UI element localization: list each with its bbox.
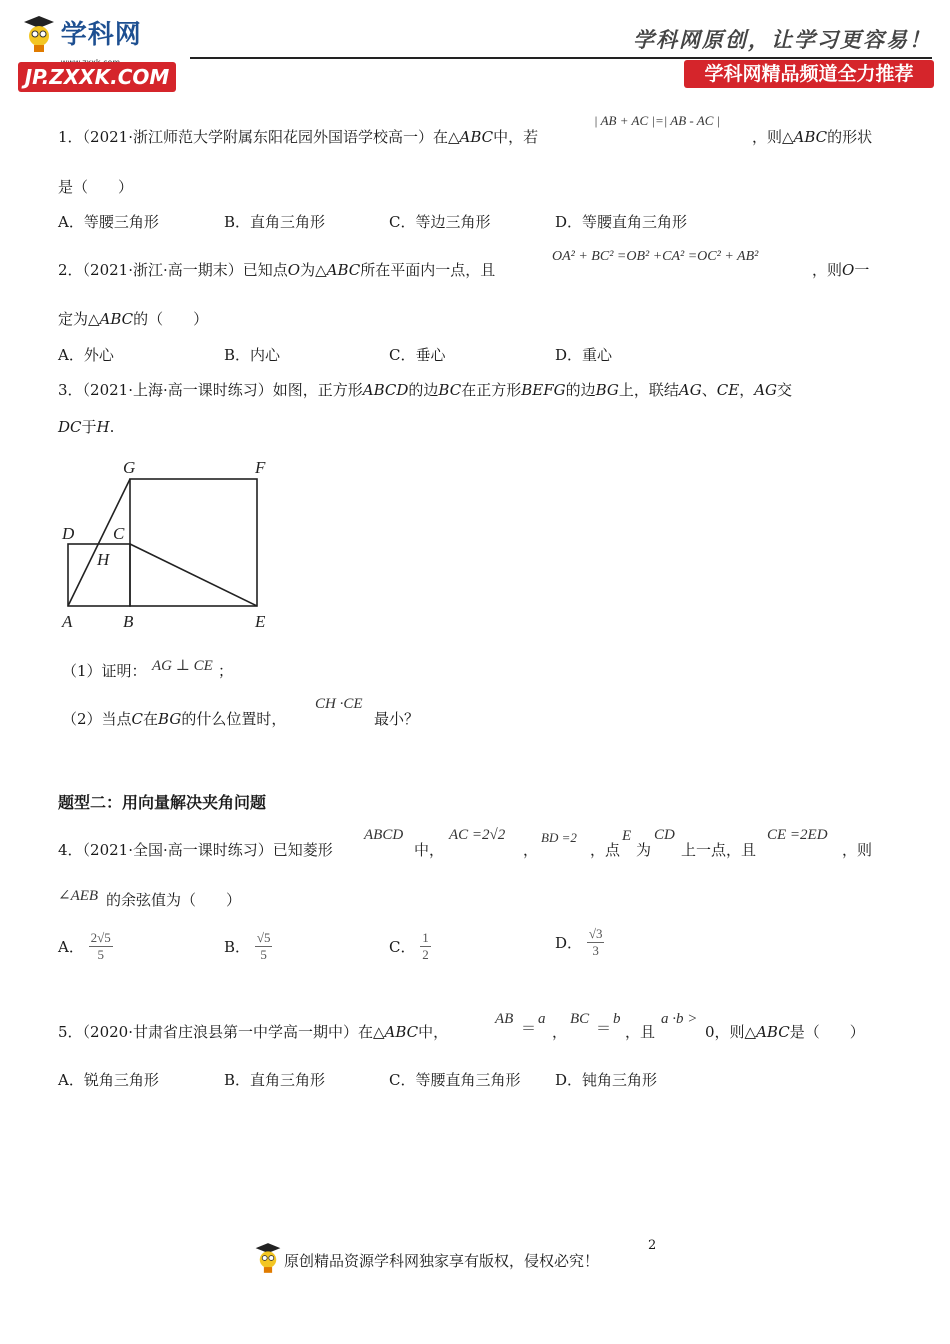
q3-part2 [62,708,286,729]
q1-option-c[interactable]: C．等边三角形 [389,213,491,231]
q2-o-2: O [842,261,855,279]
label-f: F [255,458,266,477]
logo-name: 学科网 [60,20,142,50]
q2-option-d[interactable]: D．重心 [555,346,613,364]
frac-num: 1 [422,930,429,945]
q2-end-text-2: 一 [854,261,870,279]
q2-mid: 为△ [300,261,327,279]
q5-option-b[interactable]: B．直角三角形 [224,1071,326,1089]
footer-copyright: 原创精品资源学科网独家享有版权，侵权必究！ [284,1252,600,1270]
q5-option-c[interactable]: C．等腰直角三角形 [389,1071,521,1089]
q1-end-text-2: 的形状 [827,128,873,146]
q3-part1-end: ； [218,662,234,680]
q2-abc: ABC [326,261,361,279]
frac-den: 3 [592,943,599,958]
q5-end [705,1021,865,1042]
q3-part2-mid2: 的什么位置时， [181,710,287,728]
q5-abc-2: ABC [756,1023,790,1041]
header-slogan: 学科网原创，让学习更容易！ [633,27,932,52]
q4-t4: 为 [636,841,652,859]
q4-t3: ，点 [590,841,621,859]
q5-bc: BC [570,1011,590,1027]
label-e: E [255,612,266,631]
q3-t9: . [109,418,115,436]
recommend-banner[interactable]: 学科网精品频道全力推荐 [684,60,934,88]
q3-h: H [96,418,110,436]
q3-t0: 3．（2021·上海·高一课时练习）如图，正方形 [58,381,363,399]
frac-den: 5 [97,947,104,962]
q4-abcd: ABCD [364,827,404,843]
q2-mid2: 所在平面内一点，且 [360,261,496,279]
q1-abc-2: ABC [793,128,828,146]
q4-option-a-label: A． [58,938,84,956]
q1-end [752,126,872,147]
q1-formula: | AB + AC |=| AB - AC | [594,113,721,128]
q5-dot: a ·b > [661,1011,698,1027]
q2-line2a: 定为△ [58,310,100,328]
q1-abc: ABC [459,128,494,146]
q3-ag: AG [678,381,702,399]
label-h: H [97,550,110,569]
q1-mid: 中，若 [493,128,539,146]
q3-part1-formula: AG ⊥ CE [152,658,213,674]
q5-ab: AB [495,1011,514,1027]
q3-t7: 交 [777,381,793,399]
q4-stem: 4．（2021·全国·高一课时练习）已知菱形 [58,841,333,859]
q1-stem-text: 1．（2021·浙江师范大学附属东阳花园外国语学校高一）在△ [58,128,460,146]
q1-stem [58,126,538,147]
label-b: B [123,612,134,631]
q3-part1-label: （1）证明： [62,662,147,680]
q3-ce: CE [716,381,740,399]
q4-option-a-frac [89,930,113,963]
q2-formula: OA² + BC² =OB² +CA² =OC² + AB² [552,249,759,264]
q3-t8: 于 [81,418,97,436]
q3-t5: 、 [701,381,717,399]
site-badge[interactable]: JP.ZXXK.COM [18,62,176,92]
q1-end-text: ，则△ [752,128,794,146]
frac-num: 2√5 [90,930,111,945]
q5-eq1: ＝ [521,1019,537,1037]
q5-t4: 0，则△ [705,1023,757,1041]
q5-a: a [538,1011,546,1027]
label-c: C [113,524,125,543]
mascot-icon [22,14,56,54]
q3-line2 [58,416,114,437]
q3-part2-mid: 在 [143,710,159,728]
q1-line2: 是（ ） [58,178,134,196]
q2-line2 [58,308,208,329]
q5-option-a[interactable]: A．锐角三角形 [58,1071,159,1089]
q3-part1 [62,660,147,681]
q4-bd: BD =2 [541,830,577,845]
segment-ce [130,544,257,606]
header-divider [190,57,932,59]
q4-option-d[interactable] [555,926,604,959]
q3-stem [58,379,792,400]
q5-t3: ，且 [625,1023,656,1041]
q3-t4: 上，联结 [618,381,679,399]
q3-part2-label: （2）当点 [62,710,132,728]
q2-stem [58,259,495,280]
frac-den: 5 [260,947,267,962]
q3-part2-end: 最小？ [374,710,420,728]
q1-option-a[interactable]: A．等腰三角形 [58,213,159,231]
q2-abc-2: ABC [99,310,134,328]
q4-option-c-frac [420,930,431,963]
q4-option-c[interactable] [389,930,431,963]
q4-option-a[interactable] [58,930,113,963]
q4-ce: CE =2ED [767,827,828,843]
q3-abcd: ABCD [362,381,409,399]
label-g: G [123,458,136,477]
q4-option-d-label: D． [555,934,583,952]
frac-num: √5 [256,930,271,945]
label-a: A [62,612,73,631]
q4-option-b-frac [255,930,273,963]
q4-t1: 中， [414,841,445,859]
q4-option-c-label: C． [389,938,416,956]
q4-ac: AC =2√2 [449,827,506,843]
q3-figure [55,455,285,635]
q4-angle: ∠AEB [58,888,99,904]
q2-o: O [287,261,301,279]
q3-t6: ， [739,381,755,399]
q4-line2: 的余弦值为（ ） [106,891,242,909]
q4-t6: ，则 [842,841,873,859]
q4-t5: 上一点，且 [681,841,757,859]
q5-b: b [613,1011,621,1027]
q4-e: E [622,828,632,844]
q3-ag2: AG [754,381,778,399]
q3-t1: 的边 [408,381,439,399]
q2-stem-text: 2．（2021·浙江·高一期末）已知点 [58,261,288,279]
q5-option-d[interactable]: D．钝角三角形 [555,1071,658,1089]
footer-mascot-icon [254,1240,282,1276]
site-logo[interactable] [22,14,142,69]
label-d: D [62,524,75,543]
q3-dc: DC [58,418,82,436]
q5-stem [58,1021,448,1042]
q4-option-b[interactable] [224,930,272,963]
q1-option-d[interactable]: D．等腰直角三角形 [555,213,688,231]
q4-t2: ， [523,841,539,859]
q3-befg: BEFG [521,381,566,399]
q1-option-b[interactable]: B．直角三角形 [224,213,326,231]
q5-abc: ABC [384,1023,419,1041]
q4-cd: CD [654,827,675,843]
q3-bc: BC [438,381,462,399]
q3-part2-formula: CH ·CE [315,696,363,712]
q3-part2-c: C [131,710,144,728]
frac-den: 2 [422,947,429,962]
q3-t2: 在正方形 [461,381,522,399]
q4-option-b-label: B． [224,938,251,956]
page-number: 2 [648,1238,657,1253]
q5-t2: ， [552,1023,568,1041]
q4-option-d-frac [587,926,605,959]
q5-stem-text: 5．（2020·甘肃省庄浪县第一中学高一期中）在△ [58,1023,385,1041]
q2-option-a[interactable]: A．外心 [58,346,114,364]
square-befg [130,479,257,606]
q2-end [812,259,869,280]
q3-part2-bg: BG [158,710,182,728]
q2-end-text: ，则 [812,261,843,279]
q2-line2b: 的（ ） [133,310,209,328]
q5-t5: 是（ ） [789,1023,865,1041]
frac-num: √3 [588,926,603,941]
q2-option-b[interactable]: B．内心 [224,346,281,364]
q5-t1: 中， [418,1023,449,1041]
q3-t3: 的边 [565,381,596,399]
section-title: 题型二：用向量解决夹角问题 [58,793,267,812]
q2-option-c[interactable]: C．垂心 [389,346,446,364]
q3-bg: BG [595,381,619,399]
q5-eq2: ＝ [596,1019,612,1037]
